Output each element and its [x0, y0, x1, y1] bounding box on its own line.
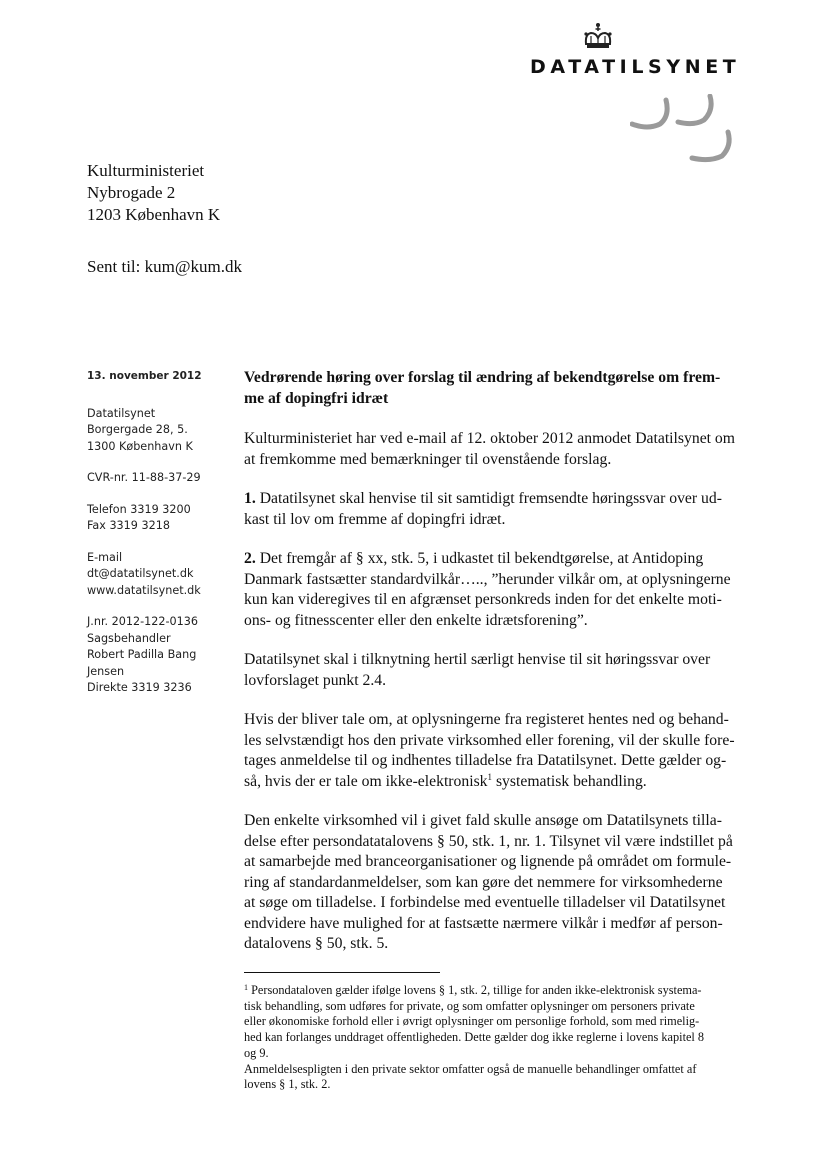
case-handler-name: Jensen	[87, 664, 125, 678]
reference-paragraph: Datatilsynet skal i tilknytning hertil særligt henvise til sit høringssvar over lovforslaget punkt 2.4.	[244, 651, 711, 689]
phone-line: Telefon 3319 3200	[87, 502, 191, 516]
footnote-reference[interactable]: 1	[487, 771, 493, 782]
footnote-marker: 1	[244, 983, 248, 992]
letter-heading: Vedrørende høring over forslag til ændring af bekendtgørelse om frem- me af dopingfri idræt	[244, 369, 721, 407]
phone-block	[87, 502, 227, 535]
letter-body	[244, 368, 769, 974]
fax-line: Fax 3319 3218	[87, 519, 170, 532]
sender-address-line: 1300 København K	[87, 439, 193, 453]
intro-paragraph: Kulturministeriet har ved e-mail af 12. oktober 2012 anmodet Datatilsynet om at fremkomme med bemærkninger til ovenstående forslag.	[244, 430, 735, 468]
sender-address	[87, 406, 227, 456]
datatilsynet-logo	[520, 22, 760, 172]
sender-sidebar	[87, 368, 227, 712]
sent-to-line: Sent til: kum@kum.dk	[87, 257, 242, 276]
address-line: 1203 København K	[87, 205, 221, 224]
brand-name: DATATILSYNET	[530, 56, 741, 78]
sender-address-line: Datatilsynet	[87, 406, 156, 420]
recipient-address	[87, 160, 220, 226]
email-address: dt@datatilsynet.dk	[87, 567, 194, 580]
permission-paragraph: Den enkelte virksomhed vil i givet fald skulle ansøge om Datatilsynets tilla- delse efter persondatatalovens § 50, stk. 1, nr. 1. Tilsynet vil være indstillet på at samarbejde med branceorganisationer og lignende på området om formule- ring af standardanmeldelser, som kan gøre det nemmere for virksomhederne at søge om tilladelse. I forbindelse med eventuelle tilladelser vil Datatilsynet endvidere have mulighed for at fastsætte nærmere vilkår i medfør af person- datalovens § 50, stk. 5.	[244, 812, 733, 952]
point-1-paragraph: 1. Datatilsynet skal henvise til sit samtidigt fremsendte høringssvar over ud- kast til lov om fremme af dopingfri idræt.	[244, 490, 722, 528]
point-2-paragraph: 2. Det fremgår af § xx, stk. 5, i udkastet til bekendtgørelse, at Antidoping Danmark fastsætter standardvilkår….., ”herunder vilkår om, at oplysningerne kun kan videregives til en afgrænset personkreds inden for det enkelte moti- ons- og fitnesscenter eller den enkelte idrætsforening”.	[244, 550, 731, 629]
point-number: 1.	[244, 490, 256, 507]
registration-paragraph: Hvis der bliver tale om, at oplysningerne fra registeret hentes ned og behand- les selvstændigt hos den private virksomhed eller forening, vil der skulle fore- tages anmeldelse til og indhentes tilladelse fra Datatilsynet. Dette gælder og- så, hvis der er tale om ikke-elektronisk$^1$ systematisk behandling.	[244, 711, 735, 790]
sender-address-line: Borgergade 28, 5.	[87, 423, 188, 436]
email-label: E-mail	[87, 550, 123, 564]
address-line: Nybrogade 2	[87, 183, 176, 202]
contact-block	[87, 550, 227, 600]
case-handler-name: Robert Padilla Bang	[87, 648, 197, 661]
address-line: Kulturministeriet	[87, 161, 205, 180]
journal-number: J.nr. 2012-122-0136	[87, 615, 198, 628]
direct-phone: Direkte 3319 3236	[87, 681, 192, 694]
crown-icon	[582, 22, 614, 52]
case-handler-label: Sagsbehandler	[87, 631, 171, 645]
footnote-divider	[244, 972, 440, 973]
cvr-number	[87, 470, 227, 487]
swirl-marks-icon	[630, 94, 750, 174]
cvr-line: CVR-nr. 11-88-37-29	[87, 471, 201, 484]
footnote: $^1$ Persondataloven gælder ifølge lovens § 1, stk. 2, tillige for anden ikke-elektronisk systema- tisk behandling, som udføres for private, og som omfatter oplysninger om personers private eller økonomiske forhold eller i øvrigt oplysninger om personlige forhold, som med rimelig- hed kan forlanges unddraget offentligheden. Dette gælder dog ikke reglerne i lovens kapitel 8 og 9. Anmeldelsespligten i den private sektor omfatter også de manuelle behandlinger omfattet af lovens § 1, stk. 2.	[244, 983, 705, 1092]
letter-date: 13. november 2012	[87, 370, 202, 382]
website: www.datatilsynet.dk	[87, 583, 201, 597]
case-block	[87, 614, 227, 697]
point-number: 2.	[244, 550, 256, 567]
